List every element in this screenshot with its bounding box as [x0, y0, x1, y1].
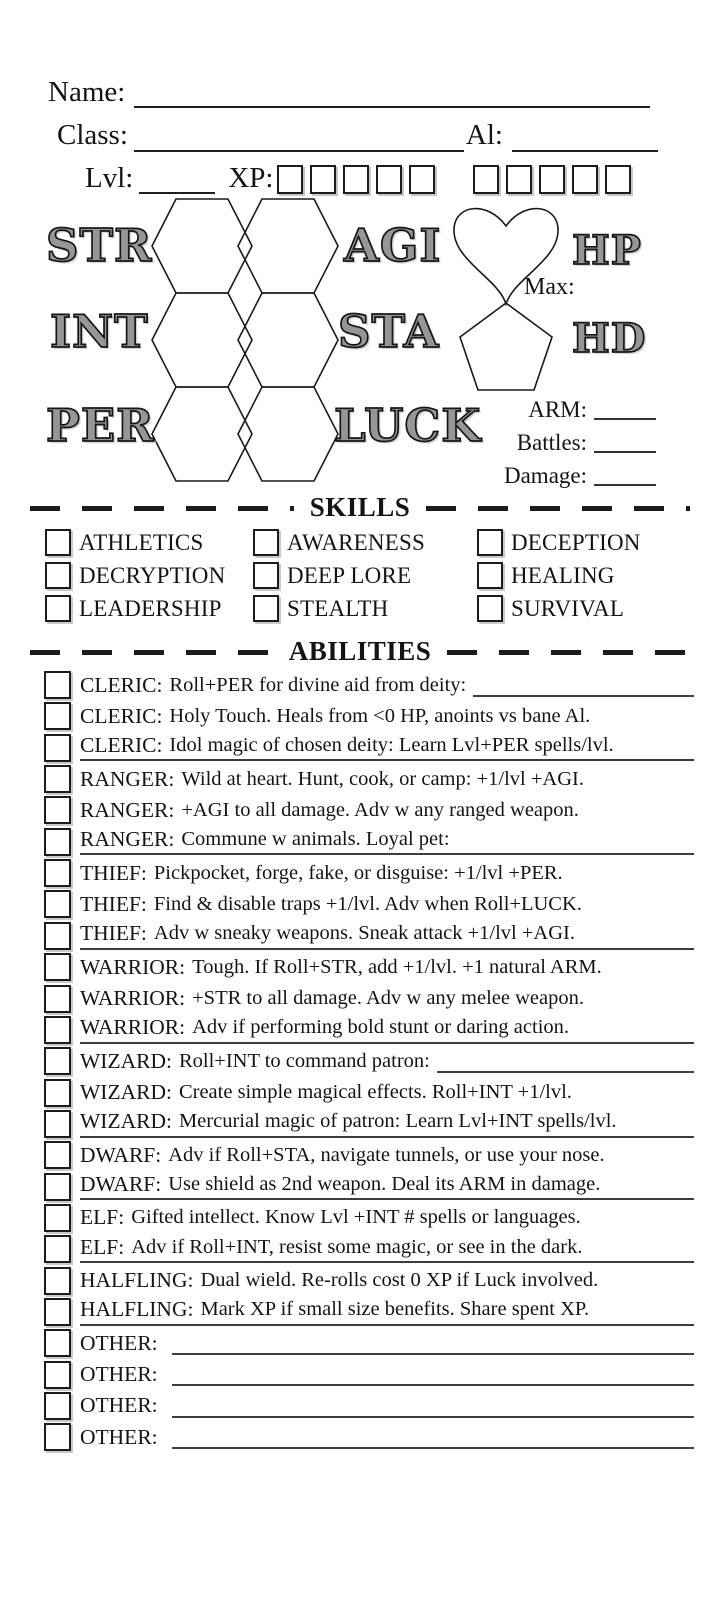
xp-box[interactable]: [539, 165, 565, 194]
skill-item: [45, 526, 253, 559]
ability-row: [44, 1328, 694, 1359]
skill-item: [477, 526, 720, 559]
alignment-field-label: Al:: [465, 119, 503, 152]
ability-content: [80, 1077, 694, 1108]
ability-checkbox[interactable]: [44, 922, 71, 950]
ability-content: [80, 1202, 694, 1233]
ability-checkbox[interactable]: [44, 1361, 71, 1389]
abilities-list: [0, 667, 720, 1453]
ability-blank-line[interactable]: [172, 1364, 694, 1386]
ability-class-label: WARRIOR:: [80, 1015, 186, 1040]
ability-content: [80, 701, 694, 732]
ability-row: [44, 1077, 694, 1108]
ability-row: [44, 920, 694, 951]
ability-checkbox[interactable]: [44, 1173, 71, 1201]
skill-checkbox[interactable]: [253, 595, 279, 622]
stat-label-sta: STA: [338, 305, 440, 359]
ability-text: Roll+INT to command patron:: [178, 1049, 430, 1072]
ability-row: [44, 1296, 694, 1327]
arm-row: [426, 390, 656, 423]
ability-row: [44, 1171, 694, 1202]
damage-field-label: Damage:: [503, 463, 587, 489]
ability-checkbox[interactable]: [44, 985, 71, 1013]
class-field-label: Class:: [57, 119, 128, 152]
skill-checkbox[interactable]: [253, 562, 279, 589]
ability-content: [80, 795, 694, 826]
ability-row: [44, 1422, 694, 1453]
ability-text: Mark XP if small size benefits. Share spent XP.: [200, 1298, 590, 1321]
ability-row: [44, 1202, 694, 1233]
ability-content: [80, 732, 694, 761]
battles-field-label: Battles:: [516, 430, 587, 456]
ability-checkbox[interactable]: [44, 734, 71, 762]
ability-content: [80, 920, 694, 949]
ability-row: [44, 1265, 694, 1296]
ability-checkbox[interactable]: [44, 1204, 71, 1232]
ability-row: [44, 889, 694, 920]
ability-class-label: ELF:: [80, 1205, 125, 1230]
ability-content: [80, 889, 694, 920]
ability-class-label: CLERIC:: [80, 703, 163, 728]
ability-content: [80, 1296, 694, 1325]
xp-box[interactable]: [343, 165, 369, 194]
ability-row: [44, 1390, 694, 1421]
ability-text: Pickpocket, forge, fake, or disguise: +1/lvl +PER.: [153, 861, 563, 884]
ability-class-label: ELF:: [80, 1234, 125, 1259]
skills-title: SKILLS: [309, 492, 411, 523]
ability-class-label: WARRIOR:: [80, 954, 186, 979]
ability-class-label: THIEF:: [80, 860, 147, 885]
abilities-title: ABILITIES: [288, 636, 432, 667]
ability-text: Gifted intellect. Know Lvl +INT # spells or languages.: [131, 1206, 581, 1229]
ability-text: Mercurial magic of patron: Learn Lvl+INT spells/lvl.: [178, 1110, 617, 1133]
skill-item: [45, 592, 253, 625]
xp-box[interactable]: [409, 165, 435, 194]
xp-box[interactable]: [277, 165, 303, 194]
ability-checkbox[interactable]: [44, 1235, 71, 1263]
skill-label: HEALING: [511, 562, 615, 588]
dash-divider-right: [426, 506, 690, 511]
ability-content: [80, 1328, 694, 1359]
damage-row: [426, 456, 656, 489]
ability-class-label: RANGER:: [80, 797, 175, 822]
stats-zone: [0, 194, 720, 489]
abilities-header: [30, 636, 690, 667]
arm-field-label: ARM:: [528, 397, 587, 423]
ability-checkbox[interactable]: [44, 671, 71, 699]
ability-blank-line[interactable]: [473, 675, 694, 697]
ability-content: [80, 1265, 694, 1296]
ability-content: [80, 1014, 694, 1043]
ability-class-label: OTHER:: [80, 1362, 158, 1387]
ability-content: [80, 857, 694, 888]
ability-content: [80, 1234, 694, 1263]
ability-content: [80, 1046, 694, 1077]
ability-content: [80, 669, 694, 700]
ability-checkbox[interactable]: [44, 953, 71, 981]
ability-checkbox[interactable]: [44, 1329, 71, 1357]
battles-field-line[interactable]: [594, 441, 656, 453]
xp-box[interactable]: [376, 165, 402, 194]
skill-label: LEADERSHIP: [79, 595, 222, 621]
skill-checkbox[interactable]: [477, 529, 503, 556]
skill-label: STEALTH: [287, 595, 389, 621]
stat-label-agi: AGI: [344, 219, 442, 273]
skill-label: SURVIVAL: [511, 595, 625, 621]
xp-boxes: [277, 165, 631, 194]
xp-box[interactable]: [572, 165, 598, 194]
alignment-field-line[interactable]: [512, 140, 658, 152]
skills-grid: [0, 526, 720, 625]
ability-text: Use shield as 2nd weapon. Deal its ARM in damage.: [168, 1173, 601, 1196]
hd-label: HD: [572, 315, 647, 363]
ability-class-label: DWARF:: [80, 1142, 162, 1167]
skill-item: [45, 559, 253, 592]
level-xp-row: [85, 162, 660, 194]
ability-row: [44, 1046, 694, 1077]
ability-checkbox[interactable]: [44, 765, 71, 793]
ability-row: [44, 1234, 694, 1265]
ability-content: [80, 983, 694, 1014]
ability-checkbox[interactable]: [44, 828, 71, 856]
ability-row: [44, 826, 694, 857]
ability-content: [80, 952, 694, 983]
ability-row: [44, 952, 694, 983]
ability-blank-line[interactable]: [172, 1396, 694, 1418]
ability-class-label: RANGER:: [80, 766, 175, 791]
arm-field-line[interactable]: [594, 408, 656, 420]
name-row: [48, 76, 650, 108]
ability-content: [80, 1390, 694, 1421]
skill-item: [253, 559, 477, 592]
ability-content: [80, 826, 694, 855]
ability-content: [80, 763, 694, 794]
skill-item: [477, 559, 720, 592]
skill-checkbox[interactable]: [253, 529, 279, 556]
ability-checkbox[interactable]: [44, 859, 71, 887]
ability-blank-line[interactable]: [437, 1051, 694, 1073]
ability-text: Create simple magical effects. Roll+INT +1/lvl.: [178, 1081, 572, 1104]
ability-row: [44, 1140, 694, 1171]
skill-label: DEEP LORE: [287, 562, 412, 588]
dash-divider-left: [30, 506, 294, 511]
ability-row: [44, 701, 694, 732]
skills-header: [30, 492, 690, 523]
ability-row: [44, 983, 694, 1014]
skill-item: [253, 526, 477, 559]
stat-label-str: STR: [46, 219, 153, 273]
class-row: [57, 119, 658, 151]
skill-label: DECEPTION: [511, 529, 641, 555]
stat-label-luck: LUCK: [334, 399, 482, 453]
skill-label: AWARENESS: [287, 529, 425, 555]
hp-label: HP: [572, 227, 642, 275]
ability-class-label: OTHER:: [80, 1330, 158, 1355]
ability-row: [44, 857, 694, 888]
name-field-line[interactable]: [134, 96, 650, 108]
ability-class-label: OTHER:: [80, 1393, 158, 1418]
combat-fields: [426, 390, 656, 489]
class-field-line[interactable]: [134, 140, 464, 152]
ability-class-label: CLERIC:: [80, 672, 163, 697]
xp-box[interactable]: [473, 165, 499, 194]
ability-text: +STR to all damage. Adv w any melee weapon.: [192, 987, 584, 1010]
ability-class-label: HALFLING:: [80, 1268, 194, 1293]
ability-row: [44, 763, 694, 794]
hp-max-label: Max:: [524, 274, 575, 301]
ability-checkbox[interactable]: [44, 796, 71, 824]
xp-box[interactable]: [506, 165, 532, 194]
ability-class-label: WARRIOR:: [80, 986, 186, 1011]
ability-text: Adv if performing bold stunt or daring action.: [192, 1016, 570, 1039]
ability-row: [44, 1014, 694, 1045]
ability-row: [44, 732, 694, 763]
ability-class-label: OTHER:: [80, 1424, 158, 1449]
ability-text: Adv w sneaky weapons. Sneak attack +1/lvl +AGI.: [153, 922, 575, 945]
ability-text: Adv if Roll+INT, resist some magic, or see in the dark.: [131, 1235, 583, 1258]
skill-label: DECRYPTION: [79, 562, 226, 588]
skill-checkbox[interactable]: [477, 562, 503, 589]
ability-checkbox[interactable]: [44, 1141, 71, 1169]
ability-class-label: THIEF:: [80, 891, 147, 916]
skill-item: [253, 592, 477, 625]
ability-class-label: CLERIC:: [80, 733, 163, 758]
ability-text: Roll+PER for divine aid from deity:: [169, 673, 467, 696]
ability-checkbox[interactable]: [44, 1047, 71, 1075]
battles-row: [426, 423, 656, 456]
skill-checkbox[interactable]: [477, 595, 503, 622]
ability-text: Adv if Roll+STA, navigate tunnels, or use your nose.: [168, 1143, 605, 1166]
ability-class-label: DWARF:: [80, 1172, 162, 1197]
stat-hexes[interactable]: [150, 197, 340, 484]
ability-text: Wild at heart. Hunt, cook, or camp: +1/lvl +AGI.: [181, 767, 584, 790]
ability-checkbox[interactable]: [44, 890, 71, 918]
ability-checkbox[interactable]: [44, 1298, 71, 1326]
ability-checkbox[interactable]: [44, 1016, 71, 1044]
ability-class-label: WIZARD:: [80, 1080, 172, 1105]
ability-text: +AGI to all damage. Adv w any ranged weapon.: [181, 798, 579, 821]
ability-blank-line[interactable]: [457, 829, 694, 849]
xp-field-label: XP:: [228, 161, 274, 194]
xp-box[interactable]: [605, 165, 631, 194]
ability-class-label: THIEF:: [80, 921, 147, 946]
ability-checkbox[interactable]: [44, 1423, 71, 1451]
ability-class-label: WIZARD:: [80, 1048, 172, 1073]
ability-text: Holy Touch. Heals from <0 HP, anoints vs bane Al.: [169, 704, 591, 727]
skill-checkbox[interactable]: [45, 595, 71, 622]
ability-text: Dual wield. Re-rolls cost 0 XP if Luck involved.: [200, 1269, 599, 1292]
hd-pentagon-shape[interactable]: [458, 302, 554, 392]
name-field-label: Name:: [48, 76, 126, 108]
ability-row: [44, 669, 694, 700]
ability-checkbox[interactable]: [44, 1079, 71, 1107]
ability-class-label: RANGER:: [80, 827, 175, 852]
ability-text: Commune w animals. Loyal pet:: [181, 828, 450, 851]
ability-text: Tough. If Roll+STR, add +1/lvl. +1 natural ARM.: [192, 955, 602, 978]
level-field-label: Lvl:: [85, 161, 134, 194]
dash-divider-right: [447, 650, 690, 655]
ability-row: [44, 1108, 694, 1139]
stat-label-per: PER: [46, 399, 155, 453]
ability-checkbox[interactable]: [44, 1110, 71, 1138]
ability-class-label: WIZARD:: [80, 1109, 172, 1134]
ability-checkbox[interactable]: [44, 702, 71, 730]
ability-content: [80, 1171, 694, 1200]
skill-checkbox[interactable]: [45, 562, 71, 589]
ability-content: [80, 1359, 694, 1390]
stat-label-int: INT: [50, 305, 149, 359]
ability-text: Find & disable traps +1/lvl. Adv when Roll+LUCK.: [153, 892, 582, 915]
ability-class-label: HALFLING:: [80, 1297, 194, 1322]
ability-checkbox[interactable]: [44, 1392, 71, 1420]
ability-row: [44, 1359, 694, 1390]
level-field-line[interactable]: [139, 182, 215, 194]
damage-field-line[interactable]: [594, 474, 656, 486]
ability-blank-line[interactable]: [172, 1333, 694, 1355]
xp-box[interactable]: [310, 165, 336, 194]
ability-blank-line[interactable]: [172, 1427, 694, 1449]
skill-checkbox[interactable]: [45, 529, 71, 556]
ability-row: [44, 795, 694, 826]
ability-text: Idol magic of chosen deity: Learn Lvl+PER spells/lvl.: [169, 734, 614, 757]
ability-content: [80, 1422, 694, 1453]
ability-content: [80, 1140, 694, 1171]
ability-checkbox[interactable]: [44, 1267, 71, 1295]
skill-item: [477, 592, 720, 625]
skill-label: ATHLETICS: [79, 529, 204, 555]
dash-divider-left: [30, 650, 273, 655]
ability-content: [80, 1108, 694, 1137]
